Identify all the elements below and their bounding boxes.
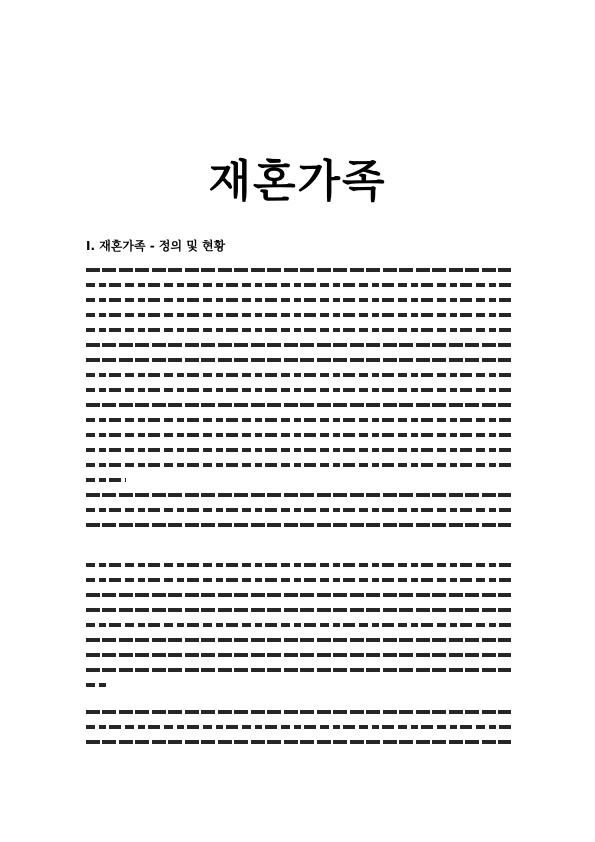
text-line [86,668,511,672]
text-line [86,683,106,687]
text-line [86,623,511,627]
body-paragraph-4 [86,710,511,755]
text-line [86,433,511,437]
text-line [86,358,511,362]
text-line [86,653,511,657]
text-line [86,508,511,512]
text-line [86,313,511,317]
text-line [86,740,511,744]
text-line [86,710,511,714]
section-heading: Ⅰ. 재혼가족 - 정의 및 현황 [86,239,226,253]
text-line [86,725,511,729]
text-line [86,403,511,407]
text-line [86,478,126,482]
body-paragraph-2 [86,493,511,538]
text-line [86,463,511,467]
text-line [86,283,511,287]
text-line [86,593,511,597]
document-title: 재혼가족 [208,156,387,207]
text-line [86,268,511,272]
text-line [86,578,511,582]
body-paragraph-3 [86,563,511,698]
text-line [86,608,511,612]
text-line [86,388,511,392]
text-line [86,418,511,422]
text-line [86,493,511,497]
text-line [86,373,511,377]
text-line [86,638,511,642]
text-line [86,298,511,302]
text-line [86,523,511,527]
body-paragraph-1 [86,268,511,493]
text-line [86,563,511,567]
text-line [86,343,511,347]
text-line [86,328,511,332]
text-line [86,448,511,452]
